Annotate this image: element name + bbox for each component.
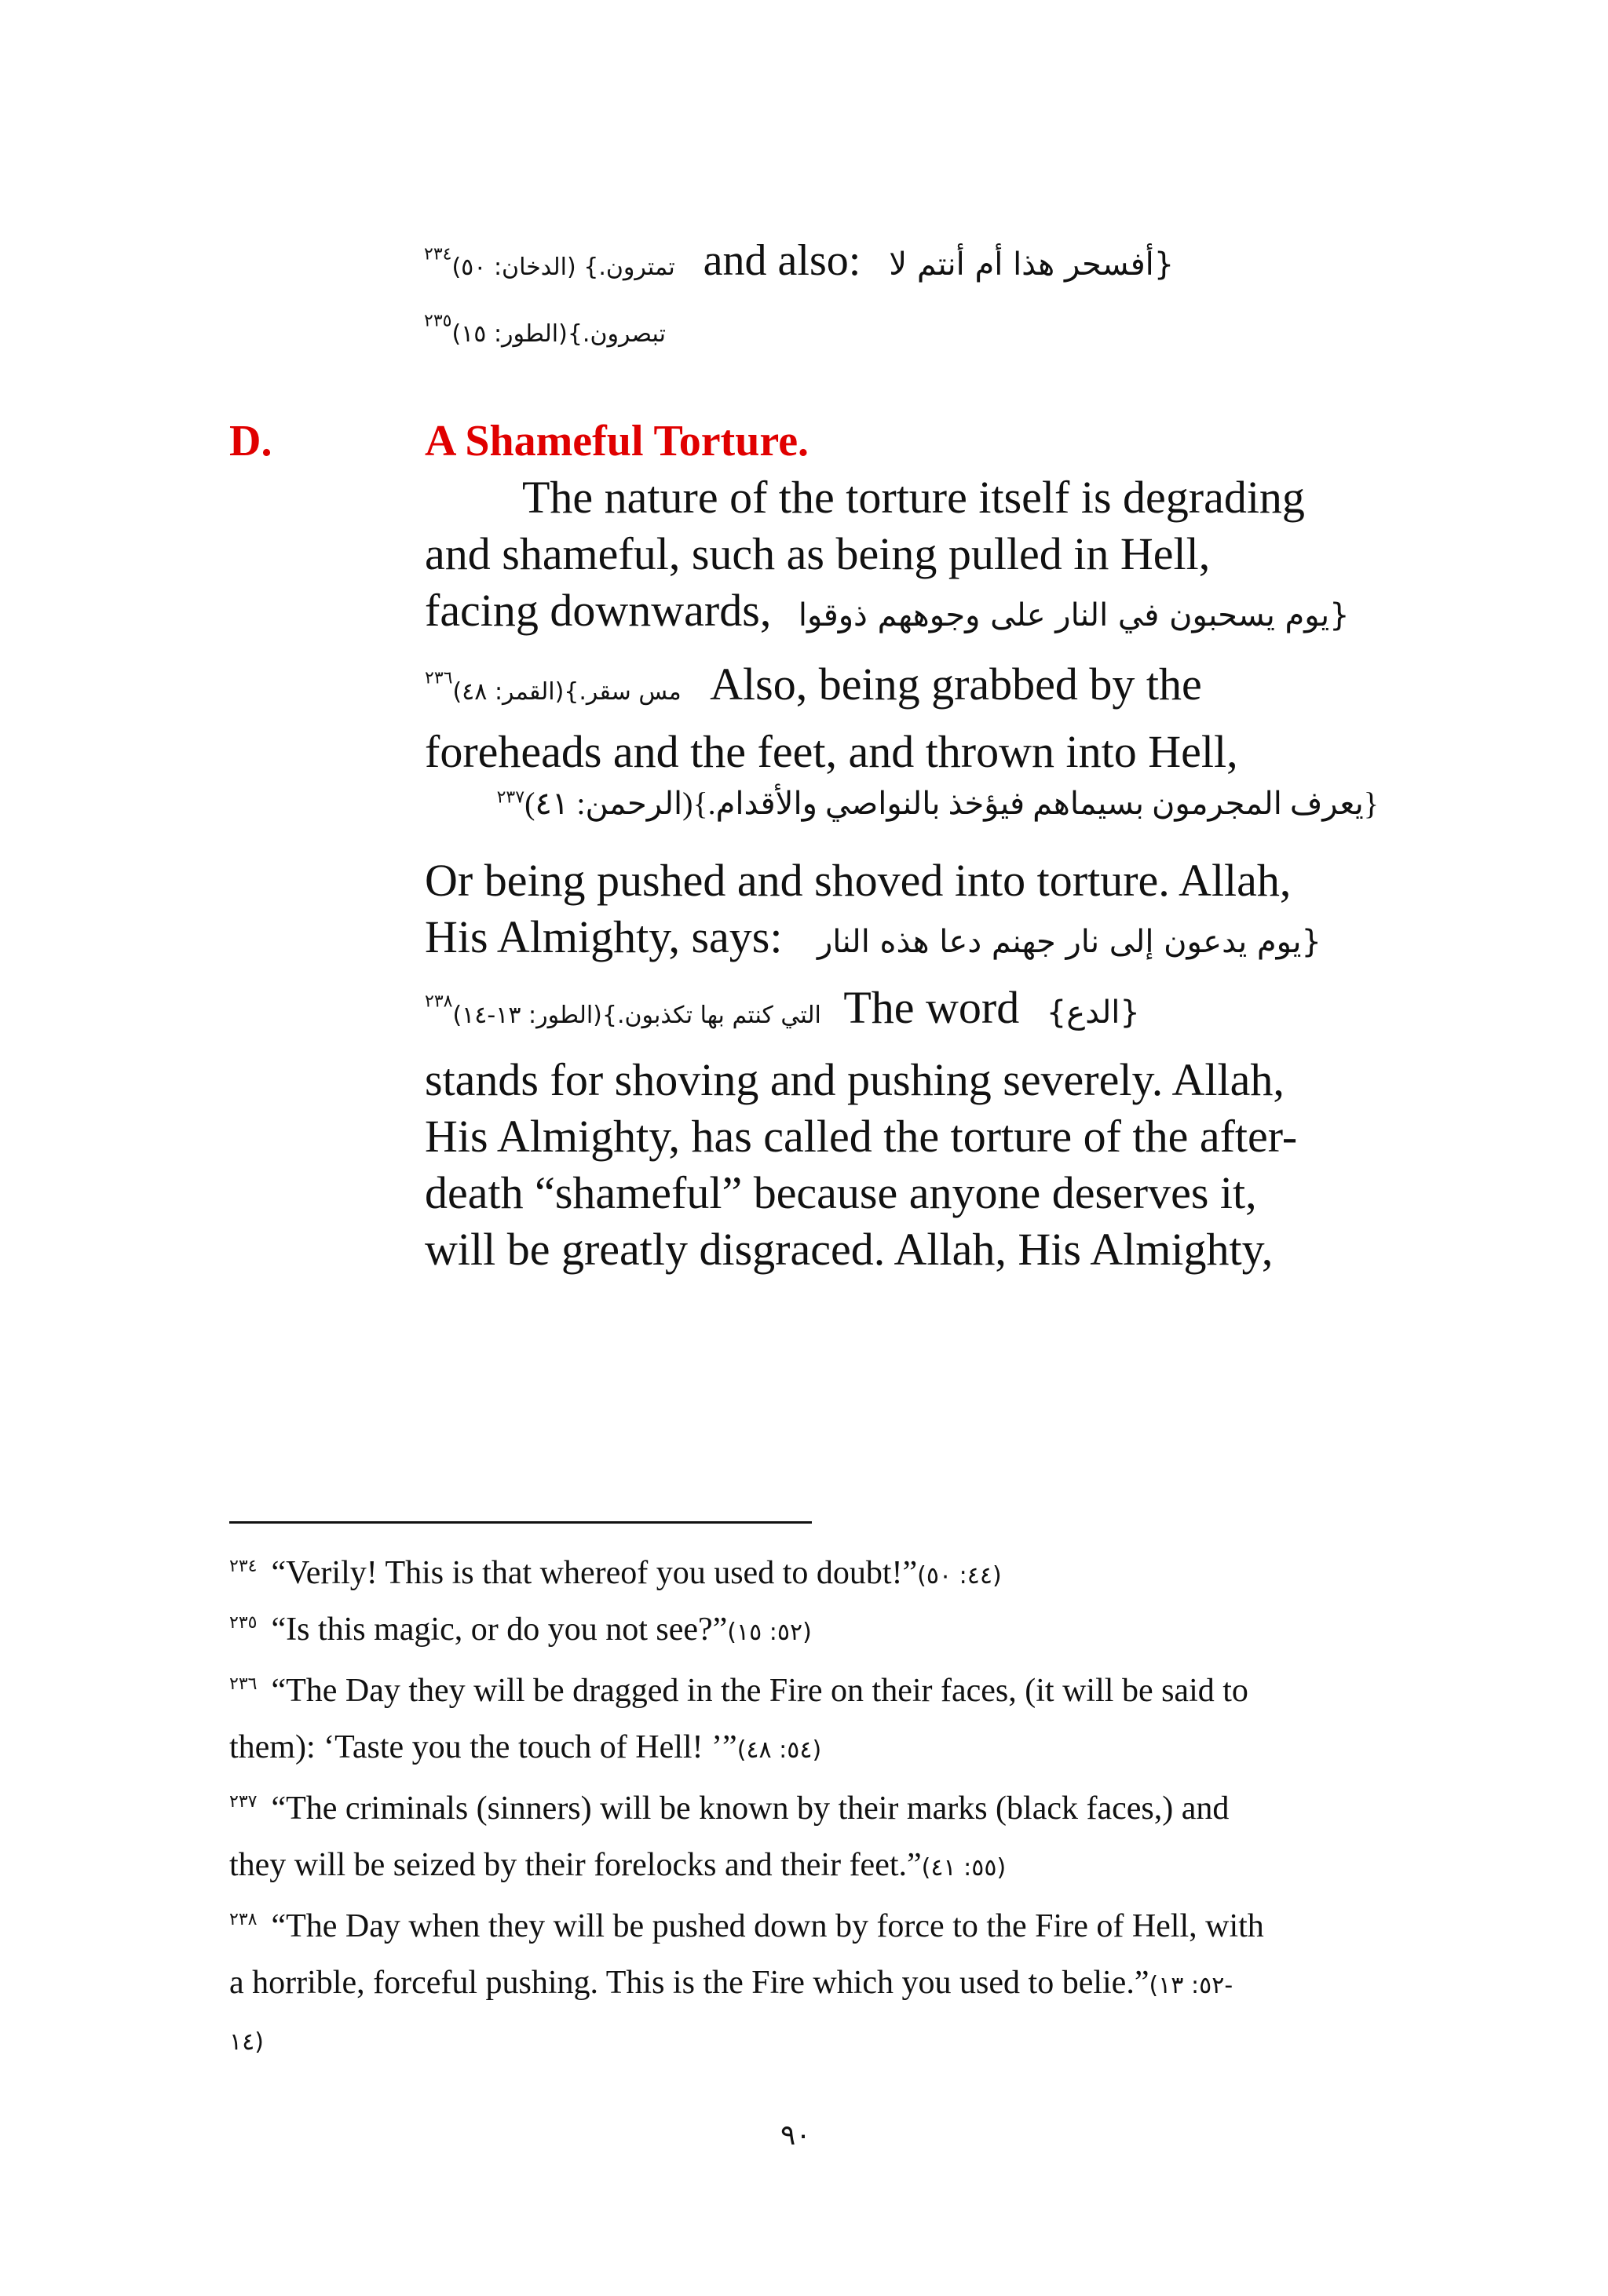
- footnote-238-line-2: [229, 1964, 1233, 2002]
- body-line-5: foreheads and the feet, and thrown into Hell,: [425, 726, 1238, 777]
- body-line-9-english: The word: [843, 982, 1020, 1033]
- body-line-8: [425, 911, 1321, 963]
- body-line-9-arabic-word: {الدع}: [1046, 995, 1140, 1031]
- footnote-235-text: “Is this magic, or do you not see?”: [271, 1612, 728, 1648]
- footnote-237-line-1: [229, 1790, 1229, 1827]
- footnote-236-text-a: “The Day they will be dragged in the Fire on their faces, (it will be said to: [271, 1673, 1248, 1709]
- page-number: ٩٠: [780, 2119, 811, 2152]
- body-line-6: [425, 785, 1379, 822]
- footnote-ref-235: ٢٣٥: [424, 310, 452, 330]
- body-line-10: stands for shoving and pushing severely. Allah,: [425, 1054, 1285, 1105]
- footnote-ref-236: ٢٣٦: [425, 667, 453, 688]
- footnote-238-ref-b: ١٤): [229, 2028, 264, 2056]
- footnote-236-ref: (٥٤: ٤٨): [736, 1736, 822, 1764]
- footnote-234-text: “Verily! This is that whereof you used to doubt!”: [271, 1555, 918, 1591]
- footnote-235: [229, 1611, 812, 1648]
- footnote-234: [229, 1554, 1002, 1592]
- section-title: A Shameful Torture.: [425, 417, 809, 465]
- footnote-236-text-b: them): ‘Taste you the touch of Hell! ’”: [229, 1729, 737, 1765]
- footnote-236-line-2: [229, 1728, 821, 1766]
- footnote-238-text-b: a horrible, forceful pushing. This is the Fire which you used to belie.”: [229, 1965, 1149, 2001]
- body-line-4-arabic: مس سقر.}(القمر: ٤٨): [452, 678, 682, 706]
- footnote-238-text-a: “The Day when they will be pushed down by force to the Fire of Hell, with: [271, 1908, 1264, 1944]
- body-line-6-arabic: {يعرف المجرمون بسيماهم فيؤخذ بالنواصي والأقدام.}(الرحمن: ٤١): [524, 786, 1379, 821]
- top-quote-line-1: [424, 235, 1174, 286]
- footnote-237-text-a: “The criminals (sinners) will be known by their marks (black faces,) and: [271, 1790, 1230, 1827]
- body-line-1: The nature of the torture itself is degrading: [522, 472, 1305, 523]
- body-line-9: [425, 981, 1140, 1034]
- body-line-8-arabic: {يوم يدعون إلى نار جهنم دعا هذه النار: [817, 924, 1321, 960]
- footnote-236-line-1: [229, 1672, 1248, 1710]
- footnote-238-number: ٢٣٨: [229, 1910, 258, 1929]
- body-line-12: death “shameful” because anyone deserves it,: [425, 1167, 1257, 1218]
- body-line-13: will be greatly disgraced. Allah, His Almighty,: [425, 1224, 1274, 1275]
- footnote-236-number: ٢٣٦: [229, 1674, 258, 1694]
- footnote-238-line-1: [229, 1907, 1264, 1945]
- arabic-quote-end: تمترون.} (الدخان: ٥٠): [451, 254, 675, 281]
- footnote-ref-237: ٢٣٧: [496, 787, 525, 807]
- body-line-7: Or being pushed and shoved into torture. Allah,: [425, 855, 1292, 906]
- footnote-238-line-3: [229, 2020, 264, 2058]
- footnote-235-ref: (٥٢: ١٥): [727, 1619, 812, 1646]
- body-line-11: His Almighty, has called the torture of the after-: [425, 1111, 1298, 1162]
- footnote-ref-238: ٢٣٨: [425, 991, 453, 1011]
- body-line-4-english: Also, being grabbed by the: [710, 659, 1202, 710]
- top-line-connector: and also:: [703, 236, 861, 285]
- arabic-quote-line-2: تبصرون.}(الطور: ١٥): [451, 320, 666, 348]
- top-quote-line-2: [424, 302, 666, 352]
- footnote-237-ref: (٥٥: ٤١): [921, 1854, 1007, 1882]
- footnote-237-text-b: they will be seized by their forelocks and their feet.”: [229, 1847, 922, 1883]
- footnote-235-number: ٢٣٥: [229, 1613, 258, 1633]
- body-line-3: [425, 584, 1350, 637]
- footnote-234-ref: (٤٤: ٥٠): [917, 1562, 1002, 1590]
- body-line-3-english: facing downwards,: [425, 585, 772, 636]
- footnote-238-ref-a: (٥٢: ١٣-: [1149, 1972, 1233, 1999]
- arabic-quote-start: {أفسحر هذا أم أنتم لا: [889, 246, 1175, 283]
- footnote-ref-234: ٢٣٤: [424, 243, 452, 264]
- footnote-237-number: ٢٣٧: [229, 1792, 258, 1812]
- section-letter: D.: [229, 417, 272, 465]
- body-line-8-english: His Almighty, says:: [425, 911, 783, 962]
- footnote-237-line-2: [229, 1846, 1006, 1884]
- body-line-4: [425, 658, 1202, 710]
- body-line-9-arabic: التي كنتم بها تكذبون.}(الطور: ١٣-١٤): [452, 1002, 821, 1029]
- body-line-2: and shameful, such as being pulled in Hell,: [425, 528, 1211, 579]
- footnote-divider: [229, 1521, 812, 1524]
- body-line-3-arabic: {يوم يسحبون في النار على وجوههم ذوقوا: [798, 597, 1350, 633]
- footnote-234-number: ٢٣٤: [229, 1557, 258, 1576]
